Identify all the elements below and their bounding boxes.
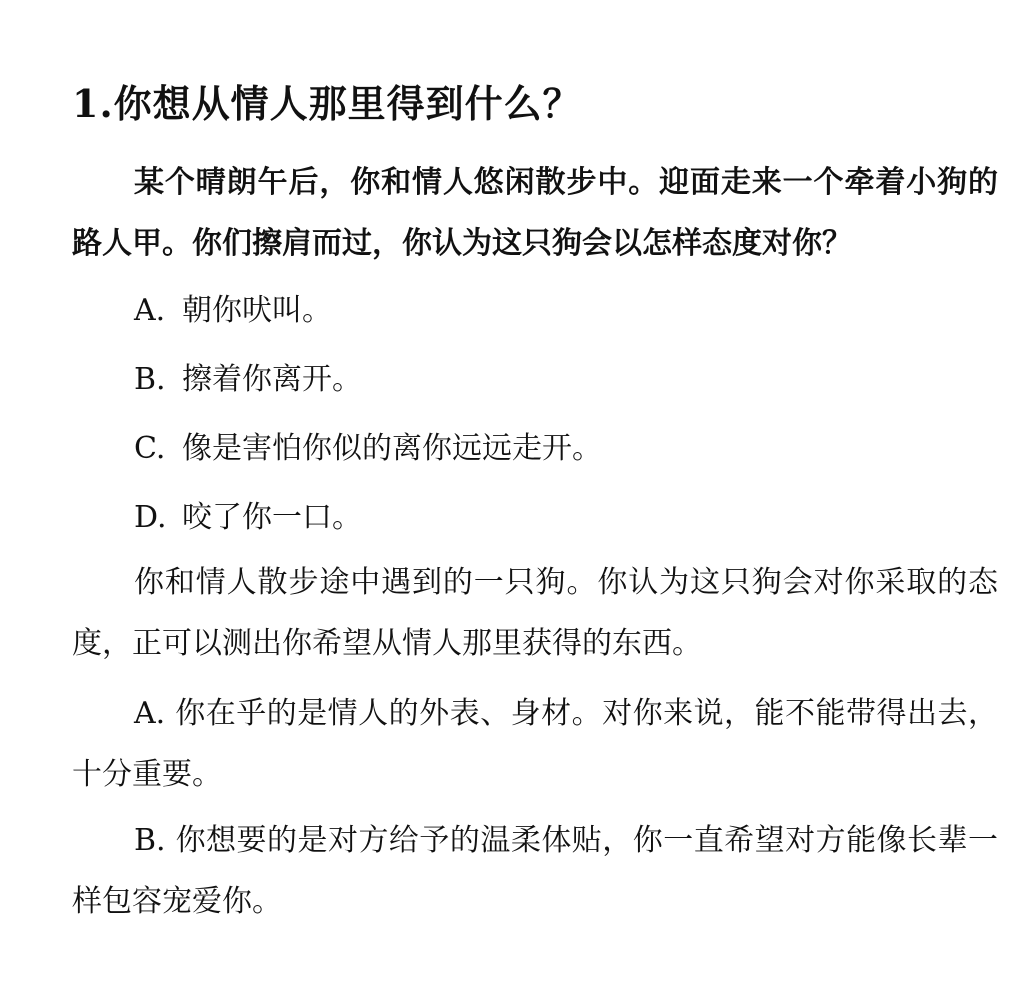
answer-b-paragraph: B. 你想要的是对方给予的温柔体贴，你一直希望对方能像长辈一样包容宠爱你。 <box>72 823 998 919</box>
option-d-letter: D. <box>134 500 167 535</box>
question-title: 1.你想从情人那里得到什么？ <box>72 81 582 126</box>
option-d <box>134 487 362 548</box>
option-d-text: 咬了你一口。 <box>182 500 362 535</box>
question-text: 某个晴朗午后，你和情人悠闲散步中。迎面走来一个牵着小狗的路人甲。你们擦肩而过，你认为这只狗会以怎样态度对你？ <box>72 165 998 261</box>
answer-a-paragraph: A. 你在乎的是情人的外表、身材。对你来说，能不能带得出去，十分重要。 <box>72 696 998 792</box>
option-b-text: 擦着你离开。 <box>182 362 362 397</box>
option-c-letter: C. <box>134 431 166 466</box>
explanation-paragraph: 你和情人散步途中遇到的一只狗。你认为这只狗会对你采取的态度，正可以测出你希望从情人那里获得的东西。 <box>72 565 998 661</box>
option-b <box>134 349 362 410</box>
option-a-letter: A. <box>134 293 166 328</box>
option-a-text: 朝你吠叫。 <box>182 293 332 328</box>
option-b-letter: B. <box>134 362 166 397</box>
option-c-text: 像是害怕你似的离你远远走开。 <box>182 431 602 466</box>
option-c <box>134 418 602 479</box>
option-a <box>134 280 332 341</box>
